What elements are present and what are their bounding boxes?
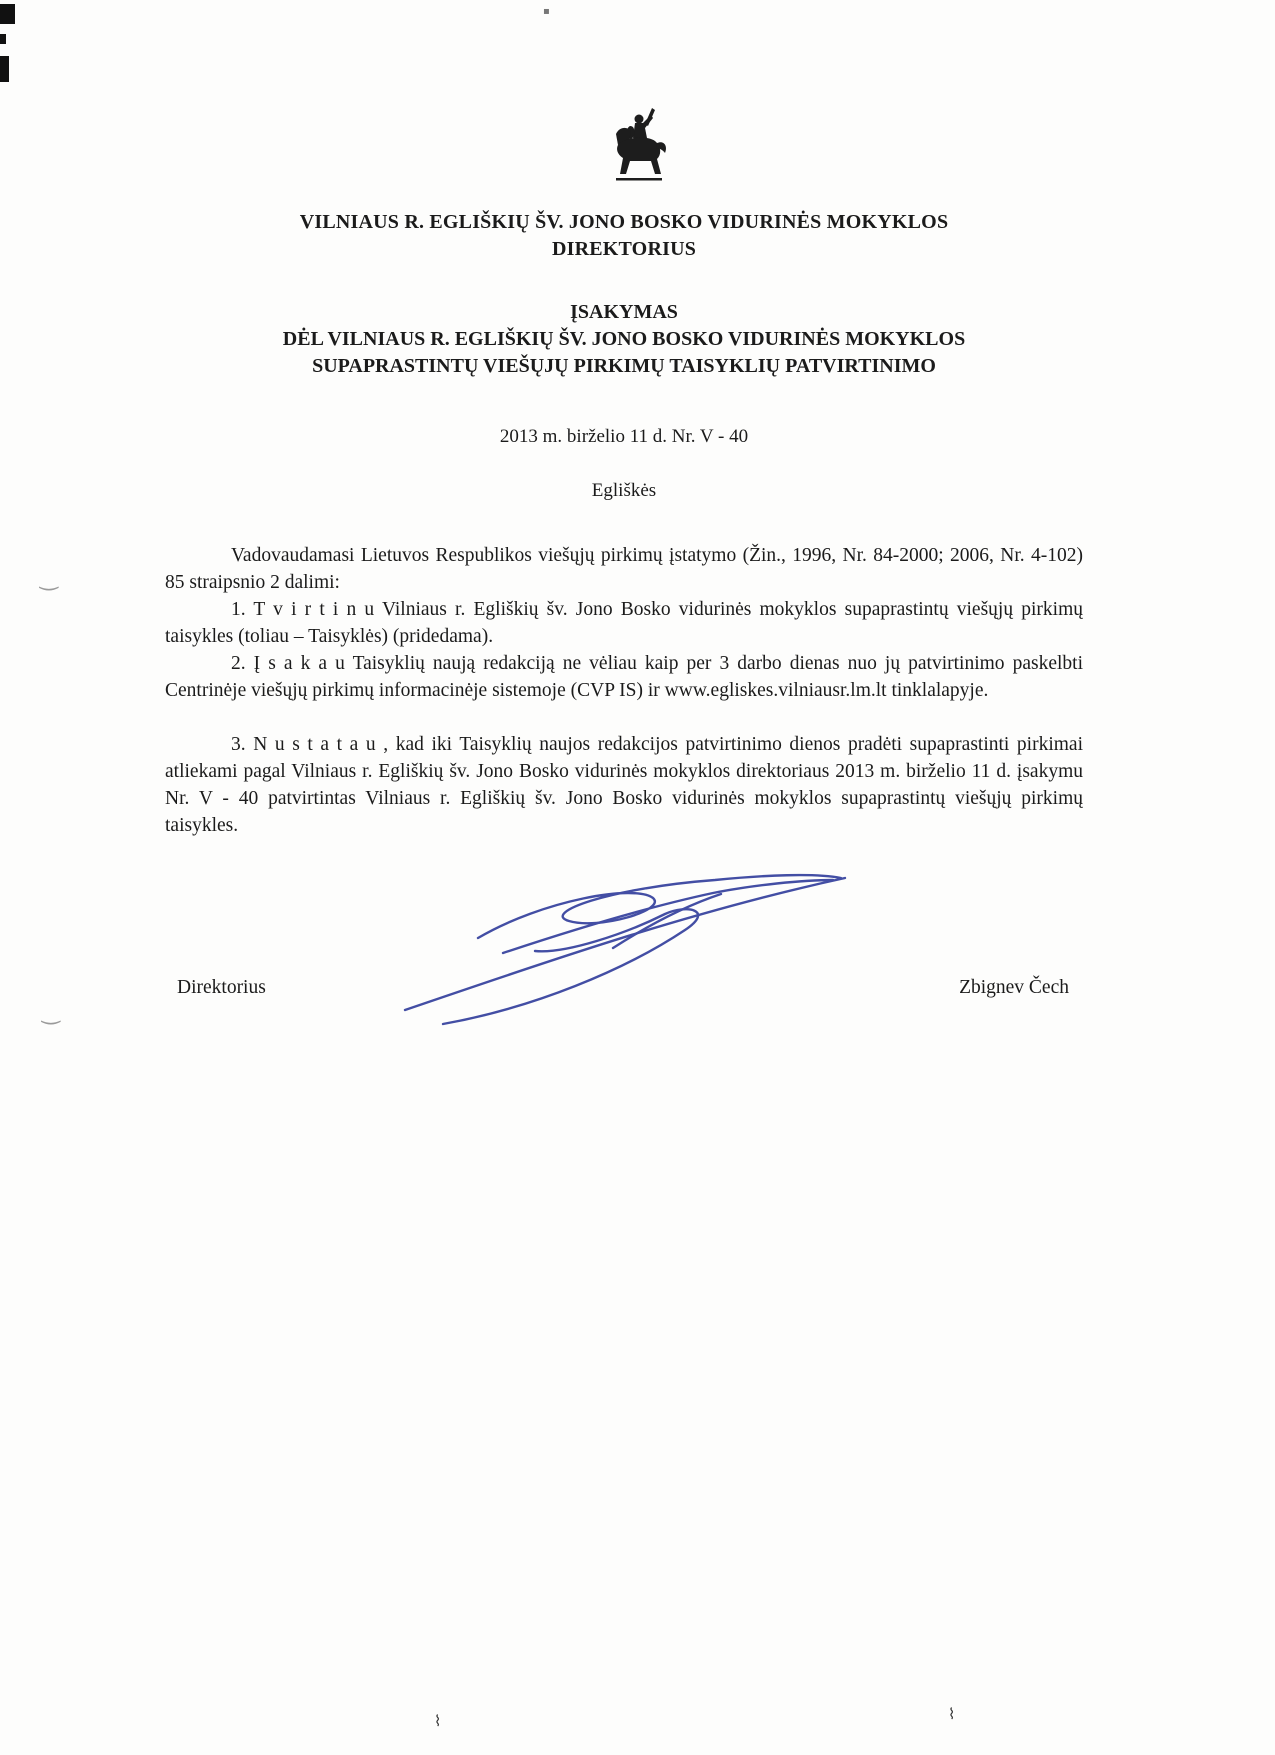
emblem-container bbox=[0, 0, 1275, 191]
paragraph-item1: 1. T v i r t i n u Vilniaus r. Egliškių šv. Jono Bosko vidurinės mokyklos supaprastintų viešųjų pirkimų taisykles (toliau – Taisyklės) (pridedama). bbox=[165, 599, 1083, 647]
org-name-line2: DIREKTORIUS bbox=[551, 238, 697, 260]
subject-line2: SUPAPRASTINTŲ VIEŠŲJŲ PIRKIMŲ TAISYKLIŲ PATVIRTINIMO bbox=[312, 355, 936, 377]
scan-mark: ⌇ bbox=[434, 1712, 442, 1730]
paragraph-intro: Vadovaudamasi Lietuvos Respublikos viešųjų pirkimų įstatymo (Žin., 1996, Nr. 84-2000; 2006, Nr. 4-102) 85 straipsnio 2 dalimi: bbox=[165, 545, 1083, 593]
subject-line1: DĖL VILNIAUS R. EGLIŠKIŲ ŠV. JONO BOSKO VIDURINĖS MOKYKLOS bbox=[282, 328, 966, 350]
scan-artifact bbox=[0, 4, 15, 24]
date-and-number: 2013 m. birželio 11 d. Nr. V - 40 bbox=[499, 426, 749, 447]
scan-smudge: ‿ bbox=[42, 1000, 60, 1025]
paragraph-item2: 2. Į s a k a u Taisyklių naują redakciją ne vėliau kaip per 3 darbo dienas nuo jų patvirtinimo paskelbti Centrinėje viešųjų pirkimų informacinėje sistemoje (CVP IS) ir www.egliskes.vilniausr.lm.lt tinklalapyje. bbox=[165, 653, 1083, 701]
paragraph-item3: 3. N u s t a t a u , kad iki Taisyklių naujos redakcijos patvirtinimo dienos pradėti supaprastinti pirkimai atliekami pagal Vilniaus r. Egliškių šv. Jono Bosko vidurinės mokyklos direktoriaus 2013 m. birželio 11 d. įsakymu Nr. V - 40 patvirtintas Vilniaus r. Egliškių šv. Jono Bosko vidurinės mokyklos supaprastintų viešųjų pirkimų taisykles. bbox=[165, 734, 1083, 836]
signature-block bbox=[165, 977, 1083, 999]
scan-artifact bbox=[0, 34, 6, 44]
signer-name: Zbignev Čech bbox=[959, 977, 1069, 998]
location: Egliškės bbox=[591, 480, 657, 501]
vytis-coat-of-arms-icon bbox=[606, 106, 670, 191]
scan-artifact bbox=[0, 56, 9, 82]
org-name-line1: VILNIAUS R. EGLIŠKIŲ ŠV. JONO BOSKO VIDURINĖS MOKYKLOS bbox=[299, 211, 949, 233]
document-type: ĮSAKYMAS bbox=[570, 301, 678, 323]
scan-mark: ⌇ bbox=[948, 1705, 956, 1723]
signer-role: Direktorius bbox=[177, 977, 266, 998]
document-body bbox=[165, 542, 1083, 839]
scan-smudge: ‿ bbox=[40, 566, 58, 591]
scan-mark: ▪ bbox=[543, 6, 550, 17]
